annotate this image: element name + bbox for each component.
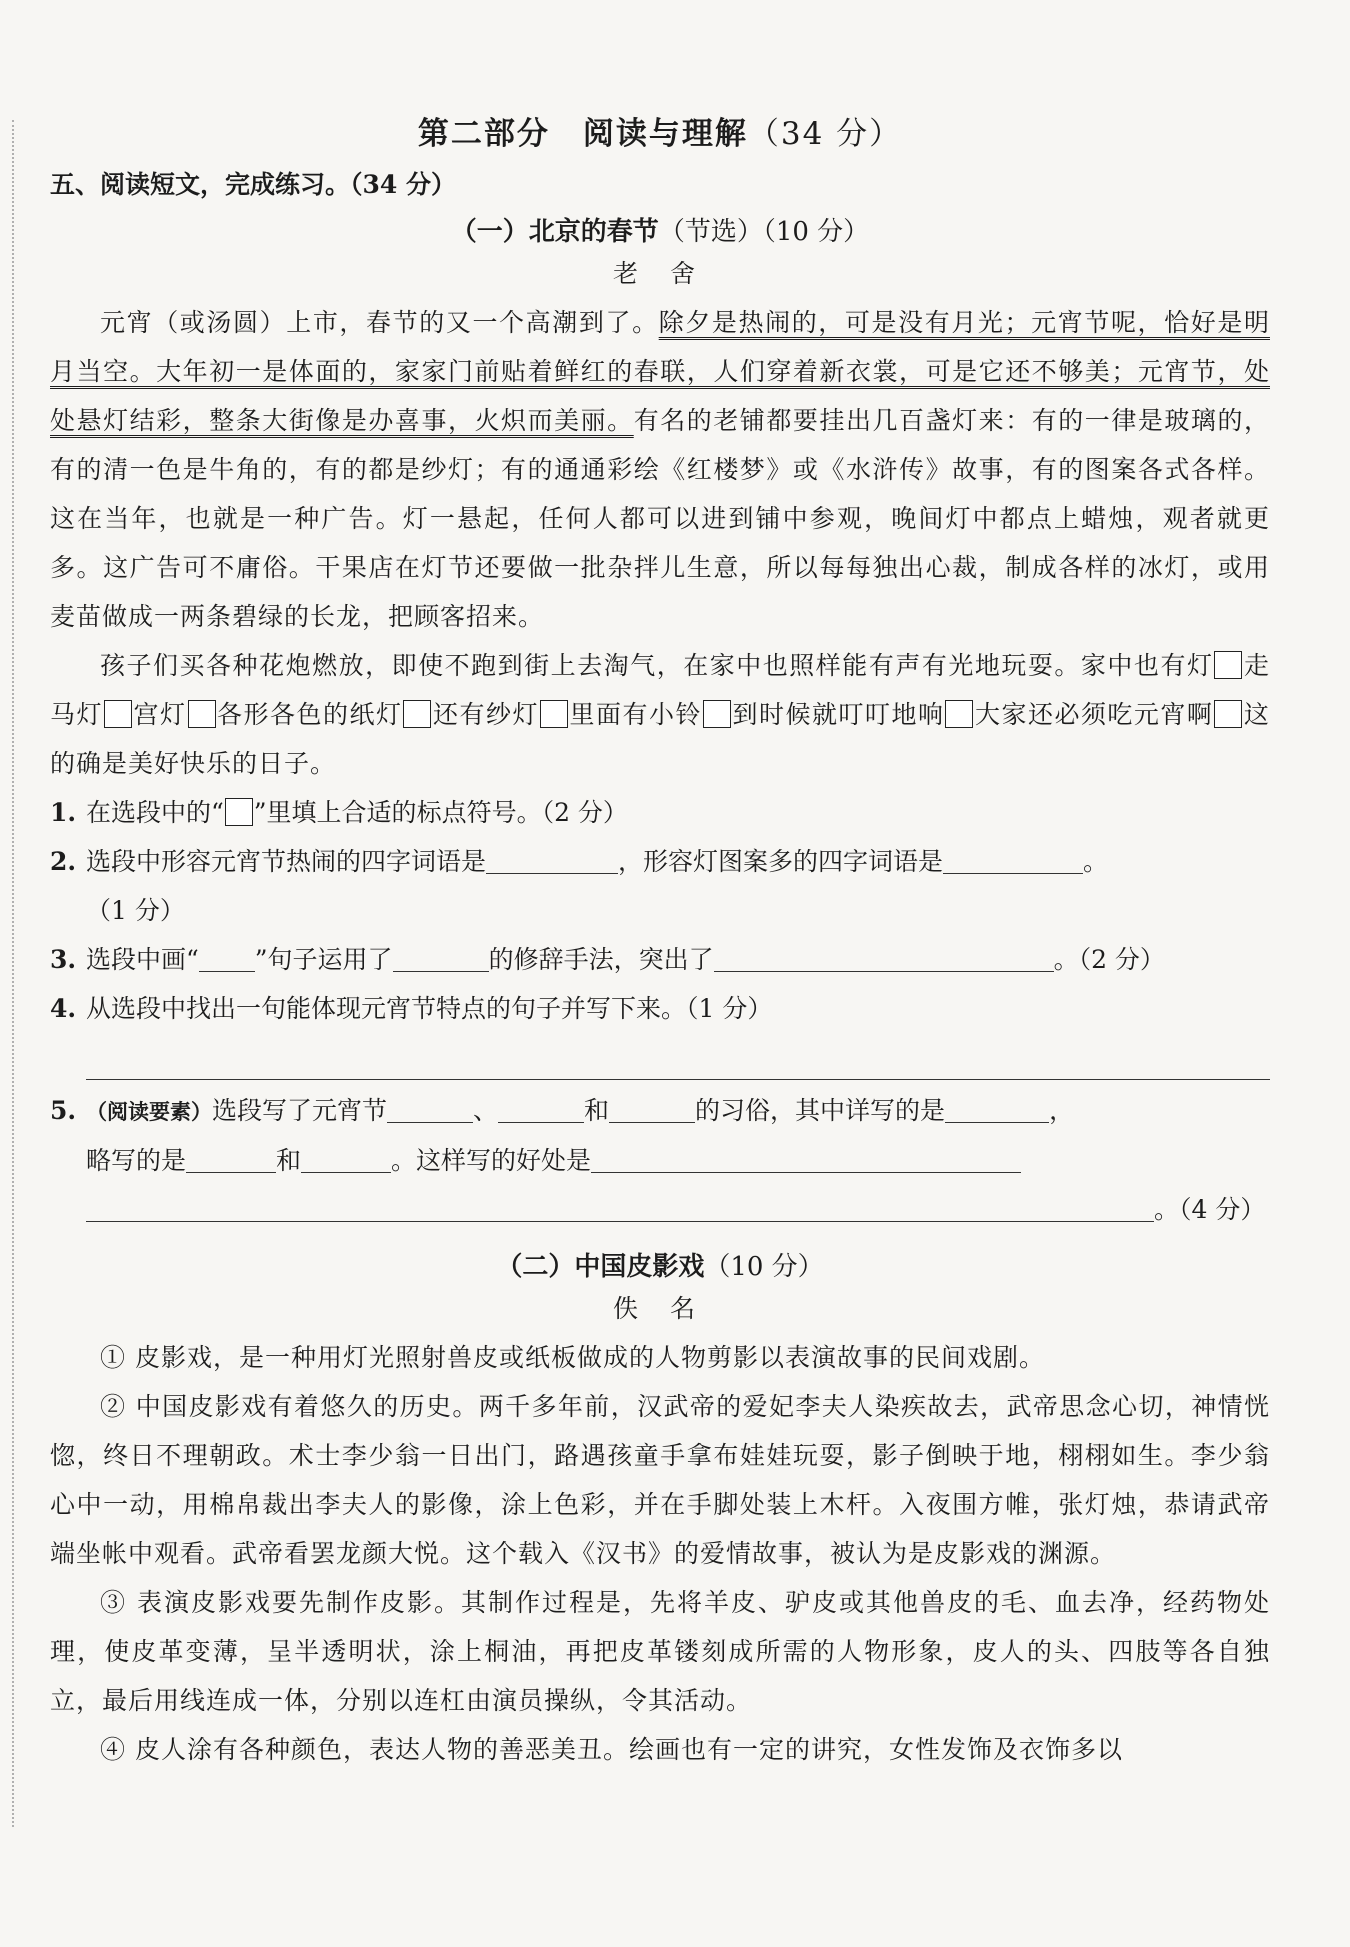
question-2: [50, 837, 1270, 935]
question-1-number: 1.: [50, 798, 77, 827]
punctuation-blank-box[interactable]: [403, 700, 431, 728]
passage1-title-note: （节选）: [658, 217, 763, 247]
passage1-score: （10 分）: [762, 217, 870, 247]
passage1-paragraph-1: [50, 298, 1270, 641]
answer-blank[interactable]: [393, 941, 489, 972]
question-4-text: 从选段中找出一句能体现元宵节特点的句子并写下来。（1 分）: [86, 994, 773, 1023]
underline-symbol: [199, 941, 255, 972]
question-5-text-h: 。这样写的好处是: [391, 1146, 592, 1175]
answer-blank[interactable]: [498, 1092, 584, 1123]
question-2-text-b: ，形容灯图案多的四字词语是: [618, 847, 944, 876]
question-1: [50, 788, 1270, 837]
passage2-paragraph-2: ② 中国皮影戏有着悠久的历史。两千多年前，汉武帝的爱妃李夫人染疾故去，武帝思念心切，神情恍惚，终日不理朝政。术士李少翁一日出门，路遇孩童手拿布娃娃玩耍，影子倒映于地，栩栩如生。李少翁心中一动，用棉帛裁出李夫人的影像，涂上色彩，并在手脚处装上木杆。入夜围方帷，张灯烛，恭请武帝端坐帐中观看。武帝看罢龙颜大悦。这个载入《汉书》的爱情故事，被认为是皮影戏的渊源。: [50, 1392, 1270, 1568]
p2-seg-1: 走马灯: [50, 651, 1270, 729]
passage2-paragraph-1: ① 皮影戏，是一种用灯光照射兽皮或纸板做成的人物剪影以表演故事的民间戏剧。: [100, 1343, 1045, 1372]
answer-blank[interactable]: [186, 1142, 276, 1173]
question-5-text-e: ，: [1049, 1096, 1075, 1125]
question-3-text-b: ”句子运用了: [254, 945, 393, 974]
part-title: [50, 108, 1270, 153]
question-5: [50, 1086, 1270, 1234]
question-2-text-a: 选段中形容元宵节热闹的四字词语是: [86, 847, 487, 876]
question-5-score: 。（4 分）: [1154, 1195, 1266, 1224]
passage1-title-text: （一）北京的春节: [450, 217, 659, 247]
section-heading: 五、阅读短文，完成练习。（34 分）: [50, 170, 456, 199]
answer-blank[interactable]: [945, 1092, 1049, 1123]
part-title-text: 第二部分 阅读与理解: [417, 116, 748, 152]
question-4: [50, 984, 1270, 1033]
question-3-number: 3.: [50, 945, 77, 974]
punctuation-blank-box[interactable]: [945, 700, 973, 728]
box-symbol: [225, 798, 253, 826]
punctuation-blank-box[interactable]: [703, 700, 731, 728]
passage2-author: 佚 名: [613, 1294, 707, 1323]
answer-blank[interactable]: [301, 1142, 391, 1173]
p1-text-a: 元宵（或汤圆）上市，春节的又一个高潮到了。: [100, 308, 659, 337]
question-5-text-a: 选段写了元宵节: [212, 1096, 388, 1125]
punctuation-blank-box[interactable]: [104, 700, 132, 728]
binding-margin-line: [12, 120, 14, 1827]
p2-seg-7: 大家还必须吃元宵啊: [974, 700, 1214, 729]
p2-seg-8: 这的确是美好快乐的日子。: [50, 700, 1270, 778]
question-1-text-b: ”里填上合适的标点符号。（2 分）: [253, 798, 628, 827]
question-2-text-c: 。: [1083, 847, 1109, 876]
punctuation-blank-box[interactable]: [188, 700, 216, 728]
question-4-answer-line[interactable]: [86, 1033, 1270, 1080]
passage2-score: （10 分）: [704, 1252, 824, 1282]
question-3: [50, 935, 1270, 984]
question-5-tag: （阅读要素）: [86, 1099, 212, 1124]
p1-text-b: 有名的老铺都要挂出几百盏灯来：有的一律是玻璃的，有的清一色是牛角的，有的都是纱灯；有的通通彩绘《红楼梦》或《水浒传》故事，有的图案各式各样。这在当年，也就是一种广告。灯一悬起，任何人都可以进到铺中参观，晚间灯中都点上蜡烛，观者就更多。这广告可不庸俗。干果店在灯节还要做一批杂拌儿生意，所以每每独出心裁，制成各样的冰灯，或用麦苗做成一两条碧绿的长龙，把顾客招来。: [50, 406, 1270, 631]
p2-seg-2: 宫灯: [133, 700, 187, 729]
punctuation-blank-box[interactable]: [1214, 700, 1242, 728]
question-4-number: 4.: [50, 994, 77, 1023]
answer-blank[interactable]: [387, 1092, 473, 1123]
question-5-text-c: 和: [584, 1096, 610, 1125]
p1-underlined-sentence: 除夕是热闹的，可是没有月光；元宵节呢，恰好是明月当空。大年初一是体面的，家家门前贴着鲜红的春联，人们穿着新衣裳，可是它还不够美；元宵节，处处悬灯结彩，整条大街像是办喜事，火炽而美丽。: [50, 308, 1270, 435]
p2-seg-5: 里面有小铃: [568, 700, 702, 729]
part-score: （34 分）: [747, 116, 903, 152]
answer-blank-long[interactable]: [86, 1191, 1154, 1222]
answer-blank[interactable]: [943, 843, 1083, 874]
p2-seg-0: 孩子们买各种花炮燃放，即使不跑到街上去淘气，在家中也照样能有声有光地玩耍。家中也有灯: [100, 651, 1214, 680]
answer-blank[interactable]: [486, 843, 618, 874]
answer-blank[interactable]: [714, 941, 1054, 972]
passage1-title: [50, 211, 1270, 248]
answer-blank[interactable]: [591, 1142, 1021, 1173]
question-2-number: 2.: [50, 847, 77, 876]
passage1-paragraph-2: [50, 641, 1270, 788]
passage2-title: [50, 1246, 1270, 1283]
question-5-number: 5.: [50, 1096, 77, 1125]
p2-seg-3: 各形各色的纸灯: [216, 700, 403, 729]
punctuation-blank-box[interactable]: [1214, 651, 1242, 679]
p2-seg-4: 还有纱灯: [432, 700, 539, 729]
question-5-text-g: 和: [276, 1146, 302, 1175]
question-5-text-b: 、: [473, 1096, 499, 1125]
answer-blank[interactable]: [609, 1092, 695, 1123]
question-5-text-f: 略写的是: [86, 1146, 187, 1175]
question-2-score: （1 分）: [86, 896, 185, 925]
passage1-author: 老 舍: [613, 259, 707, 288]
question-3-text-d: 。（2 分）: [1053, 945, 1165, 974]
question-5-text-d: 的习俗，其中详写的是: [695, 1096, 946, 1125]
passage2-paragraph-4: ④ 皮人涂有各种颜色，表达人物的善恶美丑。绘画也有一定的讲究，女性发饰及衣饰多以: [100, 1735, 1123, 1764]
p2-seg-6: 到时候就叮叮地响: [731, 700, 945, 729]
question-1-text-a: 在选段中的“: [86, 798, 224, 827]
question-3-text-a: 选段中画“: [86, 945, 199, 974]
punctuation-blank-box[interactable]: [540, 700, 568, 728]
passage2-paragraph-3: ③ 表演皮影戏要先制作皮影。其制作过程是，先将羊皮、驴皮或其他兽皮的毛、血去净，经药物处理，使皮革变薄，呈半透明状，涂上桐油，再把皮革镂刻成所需的人物形象，皮人的头、四肢等各自独立，最后用线连成一体，分别以连杠由演员操纵，令其活动。: [50, 1588, 1270, 1715]
question-3-text-c: 的修辞手法，突出了: [488, 945, 714, 974]
passage2-title-text: （二）中国皮影戏: [496, 1252, 705, 1282]
